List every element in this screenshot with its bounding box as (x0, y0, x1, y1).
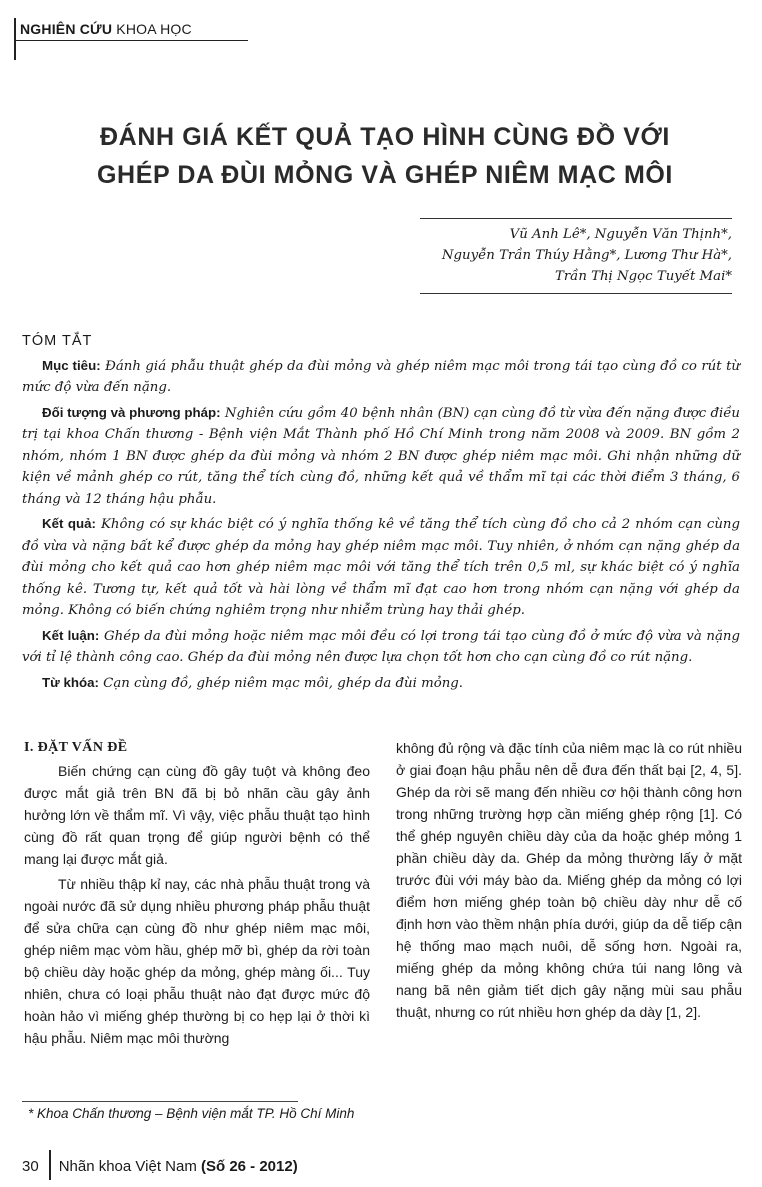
abstract-results (22, 513, 740, 622)
body-paragraph: Biến chứng cạn cùng đồ gây tuột và không đeo được mắt giả trên BN đã bị bỏ nhãn cầu gây ảnh hưởng lớn về thẩm mĩ. Vì vậy, việc phẫu thuật tạo hình cùng đồ rất quan trọng để giúp người bệnh có thể mang lại được mắt giả. (24, 763, 370, 867)
footer-divider (49, 1150, 51, 1180)
page-number: 30 (22, 1158, 39, 1175)
results-text: Không có sự khác biệt có ý nghĩa thống kê về tăng thể tích cùng đồ cho cả 2 nhóm cạn cùng đồ vừa và nặng bất kể được ghép da mỏng hay ghép niêm mạc môi. Tuy nhiên, ở nhóm cạn nặng ghép da đùi mỏng cho kết quả cao hơn ghép niêm mạc môi với tăng thể tích trên 0,5 ml, sự khác biệt có ý nghĩa thống kê. Tương tự, kết quả tốt và hài lòng về thẩm mĩ đạt cao hơn trong nhóm cạn nặng với ghép da mỏng. Không có biến chứng nghiêm trọng như nhiễm trùng hay thải ghép. (22, 517, 740, 618)
methods-text: Nghiên cứu gồm 40 bệnh nhân (BN) cạn cùng đồ từ vừa đến nặng được điều trị tại khoa Chấn thương - Bệnh viện Mắt Thành phố Hồ Chí Minh trong năm 2008 và 2009. BN gồm 2 nhóm, nhóm 1 BN được ghép da đùi mỏng và nhóm 2 BN được ghép niêm mạc môi. Ghi nhận những dữ kiện về mảnh ghép co rút, tăng thể tích cùng đồ, những kết quả về thẩm mĩ tại các thời điểm 3 tháng, 6 tháng và 12 tháng hậu phẫu. (22, 405, 740, 507)
body-paragraph: không đủ rộng và đặc tính của niêm mạc là co rút nhiều ở giai đoạn hậu phẫu nên dễ đưa đến thất bại [2, 4, 5]. Ghép da rời sẽ mang đến nhiều cơ hội thành công hơn trong những trường hợp cần miếng ghép rộng [1]. Có thể ghép nguyên chiều dày của da hoặc ghép mỏng 1 phần chiều dày da. Ghép da mỏng thường lấy ở mặt trước đùi với máy bào da. Miếng ghép da mỏng có lợi điểm hơn miếng ghép toàn bộ chiều dày như dễ cố định hơn vào thềm nhận phía dưới, giúp da dễ tiếp cận hệ thống mao mạch nuôi, dễ sống hơn. Ngoài ra, miếng ghép da mỏng không chứa túi nang lông và nang bã nên giảm tiết dịch gây nặng mùi sau phẫu thuật, nhưng co rút nhiều hơn ghép da dày [1, 2]. (396, 740, 742, 1020)
title-line-2: GHÉP DA ĐÙI MỎNG VÀ GHÉP NIÊM MẠC MÔI (97, 161, 673, 189)
body-column-left (24, 737, 370, 1052)
section-header (14, 18, 248, 41)
abstract-objective (22, 355, 740, 399)
author-line: Vũ Anh Lê*, Nguyễn Văn Thịnh*, (509, 227, 732, 242)
author-block (420, 218, 732, 294)
methods-label: Đối tượng và phương pháp: (42, 404, 221, 420)
keywords-text: Cạn cùng đồ, ghép niêm mạc môi, ghép da đùi mỏng. (98, 675, 464, 691)
keywords-label: Từ khóa: (42, 674, 99, 690)
journal-name: Nhãn khoa Việt Nam (58, 1158, 201, 1175)
header-label: KHOA HỌC (112, 21, 192, 37)
header-divider (14, 38, 16, 60)
page-footer (22, 1150, 298, 1180)
body-paragraph: Từ nhiều thập kỉ nay, các nhà phẫu thuật trong và ngoài nước đã sử dụng nhiều phương pháp phẫu thuật để sửa chữa cạn cùng đồ như ghép niêm mạc môi, ghép niêm mạc vòm hầu, ghép mỡ bì, ghép da rời toàn bộ chiều dày hoặc ghép da mỏng, ghép màng ối... Tuy nhiên, chưa có loại phẫu thuật nào đạt được mức độ hoàn hảo vì miếng ghép thường bị co hẹp lại ở thời kì hậu phẫu. Niêm mạc môi thường (24, 876, 370, 1046)
objective-text: Đánh giá phẫu thuật ghép da đùi mỏng và ghép niêm mạc môi trong tái tạo cùng đồ co rút từ mức độ vừa đến nặng. (22, 358, 740, 395)
author-line: Nguyễn Trần Thúy Hằng*, Lương Thư Hà*, (441, 248, 732, 263)
body-column-right (396, 737, 742, 1026)
abstract-heading: TÓM TẮT (22, 333, 93, 349)
header-bold-label: NGHIÊN CỨU (20, 21, 113, 37)
abstract (22, 331, 740, 697)
title-line-1: ĐÁNH GIÁ KẾT QUẢ TẠO HÌNH CÙNG ĐỒ VỚI (100, 123, 670, 151)
conclusion-label: Kết luận: (42, 627, 100, 643)
journal-issue: (Số 26 - 2012) (201, 1158, 298, 1175)
abstract-keywords (22, 672, 740, 695)
section-title: I. ĐẶT VẤN ĐỀ (24, 740, 128, 755)
footnote-divider (22, 1101, 298, 1102)
objective-label: Mục tiêu: (42, 357, 101, 373)
results-label: Kết quả: (42, 516, 96, 531)
abstract-conclusion (22, 625, 740, 669)
conclusion-text: Ghép da đùi mỏng hoặc niêm mạc môi đều có lợi trong tái tạo cùng đồ ở mức độ vừa và nặng với tỉ lệ thành công cao. Ghép da đùi mỏng nên được lựa chọn tốt hơn cho cạn cùng đồ co rút nặng. (22, 628, 740, 665)
footnote: * Khoa Chấn thương – Bệnh viện mắt TP. Hồ Chí Minh (28, 1106, 355, 1121)
abstract-methods (22, 402, 740, 511)
article-title (40, 118, 730, 194)
author-line: Trần Thị Ngọc Tuyết Mai* (554, 269, 732, 284)
